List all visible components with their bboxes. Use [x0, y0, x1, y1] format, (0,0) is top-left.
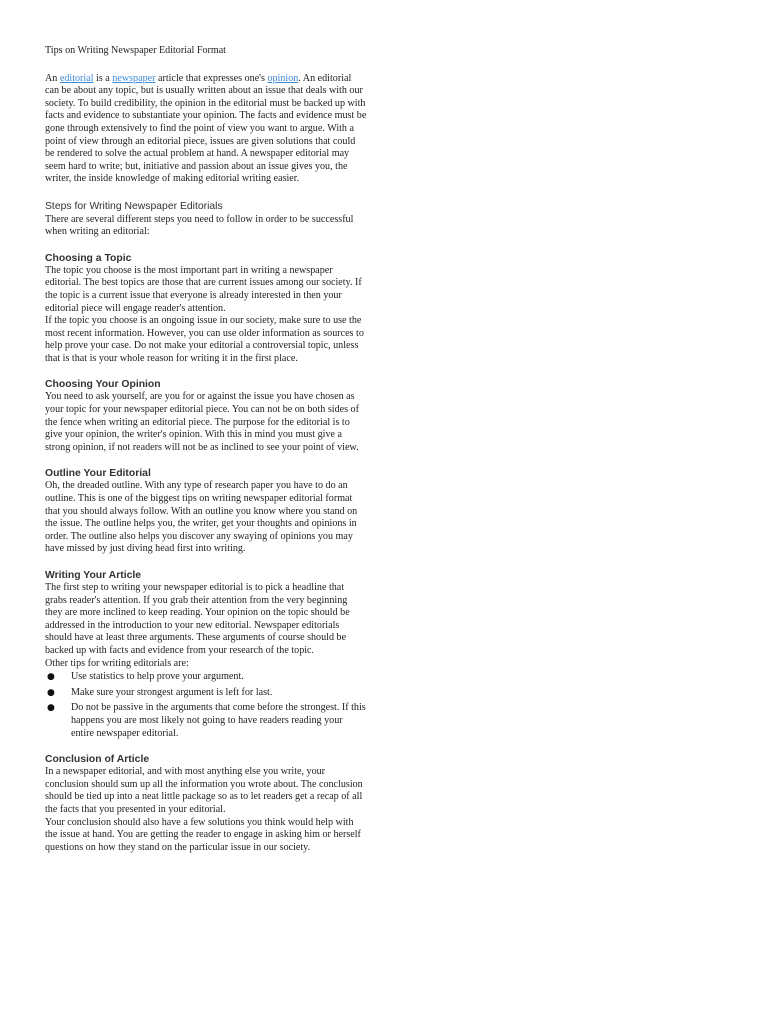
- bullet-icon: ●: [47, 687, 55, 698]
- section-heading-choosing-topic: Choosing a Topic: [45, 252, 132, 264]
- list-item-text: Make sure your strongest argument is left for last.: [71, 686, 273, 698]
- section-heading-writing-article: Writing Your Article: [45, 570, 142, 581]
- intro-text: . An editorial can be about any topic, but is usually written about an issue that deals with our society. To build credibility, the opinion in the editorial must be backed up with facts and evidence to substantiate your opinion. The facts and evidence must be gone through extensively to find the point of view you want to argue. With a point of view through an editorial piece, issues are given solutions that could be rendered to solve the actual problem at hand. A newspaper editorial may seem hard to write; but, initiative and passion about an issue gives you, the writer, the inside knowledge of making editorial writing easier.: [45, 72, 367, 185]
- newspaper-link[interactable]: newspaper: [112, 72, 156, 84]
- intro-text: is a: [93, 72, 113, 84]
- list-item-text: Do not be passive in the arguments that come before the strongest. If this happens you are most likely not going to have readers reading your entire newspaper editorial.: [71, 702, 366, 739]
- document-title: Tips on Writing Newspaper Editorial Format: [45, 45, 226, 56]
- list-item: [45, 671, 367, 684]
- section-paragraph: The first step to writing your newspaper editorial is to pick a headline that grabs reader's attention. If you grab their attention from the very beginning they are more inclined to keep reading. Your opinion on the topic should be addressed in the introduction to your new editorial. Newspaper editorials should have at least three arguments. These arguments of course should be backed up with facts and evidence from your research of the topic.: [45, 582, 350, 656]
- bullet-icon: ●: [47, 703, 55, 714]
- section-paragraph: Oh, the dreaded outline. With any type of research paper you have to do an outline. This is one of the biggest tips on writing newspaper editorial format that you should always follow. With an outline you know where you stand on the issue. The outline helps you, the writer, get your thoughts and opinions in order. The outline also helps you discover any swaying of opinions you may have missed by just diving head first into writing.: [45, 480, 358, 555]
- intro-text: article that expresses one's: [155, 72, 268, 84]
- section-heading-choosing-opinion: Choosing Your Opinion: [45, 379, 161, 391]
- list-item-text: Use statistics to help prove your argument.: [71, 671, 244, 683]
- intro-text: An: [45, 72, 60, 84]
- editorial-link[interactable]: editorial: [59, 72, 94, 84]
- section-heading-conclusion: Conclusion of Article: [45, 754, 150, 766]
- tips-list: [45, 671, 367, 740]
- section-paragraph: In a newspaper editorial, and with most anything else you write, your conclusion should sum up all the information you wrote about. The conclusion should be tied up into a neat little package so as to let readers get a recap of all the facts that you presented in your editorial.: [45, 766, 363, 815]
- section-paragraph: Your conclusion should also have a few solutions you think would help with the issue at hand. You are getting the reader to engage in asking him or herself questions on how they stand on the particular issue in our society.: [45, 816, 361, 853]
- intro-paragraph: [45, 73, 367, 186]
- section-paragraph: You need to ask yourself, are you for or against the issue you have chosen as your topic for your newspaper editorial piece. You can not be on both sides of the fence when writing an editorial piece. The purpose for the editorial is to give your opinion, the writer's opinion. With this in mind you must give a strong opinion, if not readers will not be as inclined to see your point of view.: [45, 391, 359, 453]
- article-body: [45, 45, 367, 854]
- steps-heading: Steps for Writing Newspaper Editorials: [45, 200, 223, 212]
- section-paragraph: The topic you choose is the most important part in writing a newspaper editorial. The best topics are those that are current issues among our society. If the topic is a current issue that everyone is already interested in then your editorial piece will engage reader's attention.: [45, 264, 362, 314]
- section-paragraph: Other tips for writing editorials are:: [45, 657, 189, 669]
- steps-intro: There are several different steps you need to follow in order to be successful when writing an editorial:: [45, 213, 354, 238]
- section-heading-outline: Outline Your Editorial: [45, 468, 151, 480]
- list-item: [45, 687, 367, 700]
- list-item: [45, 702, 367, 740]
- opinion-link[interactable]: opinion: [267, 72, 299, 84]
- bullet-icon: ●: [47, 672, 55, 683]
- section-paragraph: If the topic you choose is an ongoing issue in our society, make sure to use the most recent information. However, you can use older information as sources to help prove your case. Do not make your editorial a controversial topic, unless that is that is your whole reason for writing it in the first place.: [45, 315, 364, 364]
